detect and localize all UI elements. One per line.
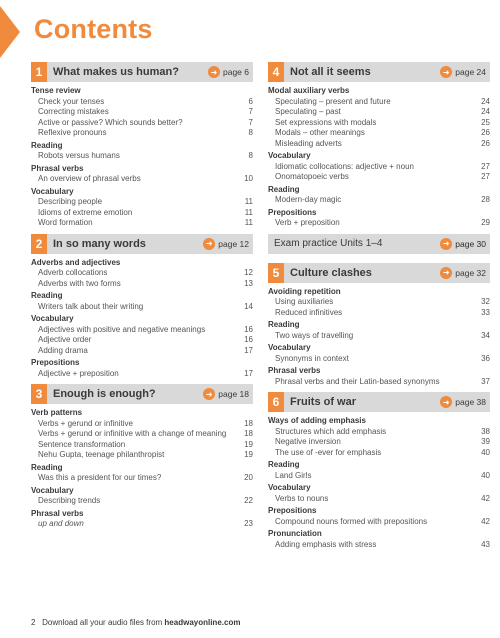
unit-header-6[interactable] bbox=[268, 392, 490, 412]
toc-entry-title: Check your tenses bbox=[38, 96, 105, 106]
toc-entry-page: 28 bbox=[481, 195, 490, 204]
toc-entry-page: 38 bbox=[481, 426, 490, 436]
toc-entry[interactable] bbox=[268, 195, 490, 206]
toc-entry-title: Writers talk about their writing bbox=[38, 301, 144, 311]
toc-entry-page: 10 bbox=[244, 174, 253, 183]
toc-entry-title: Reflexive pronouns bbox=[38, 128, 107, 137]
toc-entry-title: Describing trends bbox=[38, 496, 101, 505]
toc-entry[interactable] bbox=[268, 162, 490, 173]
unit-page-label: page 18 bbox=[218, 389, 249, 399]
unit-number: 6 bbox=[268, 392, 284, 412]
arrow-right-icon: ➜ bbox=[203, 388, 215, 400]
toc-entry[interactable] bbox=[268, 494, 490, 505]
arrow-right-icon: ➜ bbox=[440, 238, 452, 250]
page-footer bbox=[31, 618, 240, 627]
unit-header-1[interactable] bbox=[31, 62, 253, 82]
section-heading: Avoiding repetition bbox=[268, 286, 341, 296]
unit-page-link[interactable] bbox=[208, 66, 249, 78]
toc-entry[interactable] bbox=[31, 473, 253, 484]
unit-number: 3 bbox=[31, 384, 47, 404]
section-heading: Verb patterns bbox=[31, 408, 83, 417]
toc-entry-title: Verb + preposition bbox=[275, 218, 340, 227]
unit-page-label: page 38 bbox=[455, 397, 486, 407]
toc-entry[interactable] bbox=[268, 331, 490, 342]
toc-entry[interactable] bbox=[31, 118, 253, 129]
unit-title: Not all it seems bbox=[290, 66, 371, 78]
section-heading: Reading bbox=[268, 320, 300, 329]
toc-entry[interactable] bbox=[31, 440, 253, 451]
section-heading: Phrasal verbs bbox=[31, 508, 84, 518]
toc-entry[interactable] bbox=[268, 107, 490, 118]
toc-entry[interactable] bbox=[268, 218, 490, 229]
toc-entry[interactable] bbox=[31, 279, 253, 290]
toc-entry-title: Verbs to nouns bbox=[275, 493, 329, 503]
toc-entry-page: 19 bbox=[244, 439, 253, 449]
toc-entry-page: 26 bbox=[481, 128, 490, 137]
toc-entry-title: Reduced infinitives bbox=[275, 307, 343, 317]
toc-entry-title: Adjective order bbox=[38, 335, 92, 344]
right-column bbox=[268, 62, 490, 550]
toc-entry-title: The use of -ever for emphasis bbox=[275, 447, 382, 457]
section-heading: Reading bbox=[268, 460, 300, 469]
toc-entry-page: 42 bbox=[481, 493, 490, 503]
toc-entry-page: 8 bbox=[248, 128, 253, 137]
section-heading: Prepositions bbox=[268, 207, 317, 217]
toc-entry-page: 33 bbox=[481, 307, 490, 317]
toc-entry-page: 37 bbox=[481, 376, 490, 386]
unit-page-link[interactable] bbox=[440, 396, 486, 408]
toc-entry[interactable] bbox=[268, 377, 490, 388]
toc-entry[interactable] bbox=[268, 118, 490, 129]
left-column bbox=[31, 62, 253, 530]
section-heading: Vocabulary bbox=[31, 485, 74, 495]
toc-entry-title: Adverb collocations bbox=[38, 268, 108, 277]
section-heading: Vocabulary bbox=[31, 314, 74, 323]
toc-entry-page: 40 bbox=[481, 470, 490, 480]
toc-entry-title: Nehu Gupta, teenage philanthropist bbox=[38, 450, 165, 459]
unit-title: Culture clashes bbox=[290, 266, 372, 279]
section-heading: Vocabulary bbox=[268, 343, 311, 352]
unit-page-label: page 24 bbox=[455, 67, 486, 77]
toc-entry-page: 17 bbox=[244, 368, 253, 378]
unit-header-2[interactable] bbox=[31, 234, 253, 254]
toc-entry-page: 18 bbox=[244, 418, 253, 428]
unit-number: 1 bbox=[31, 62, 47, 82]
toc-entry-title: Adding emphasis with stress bbox=[275, 539, 377, 549]
toc-entry-page: 27 bbox=[481, 172, 490, 181]
toc-entry-page: 11 bbox=[244, 218, 253, 227]
toc-entry[interactable] bbox=[268, 139, 490, 150]
toc-entry-page: 40 bbox=[481, 447, 490, 457]
toc-entry-title: Sentence transformation bbox=[38, 439, 126, 449]
toc-entry-title: Using auxiliaries bbox=[275, 297, 334, 306]
toc-entry-title: Land Girls bbox=[275, 470, 312, 480]
toc-entry-title: Compound nouns formed with prepositions bbox=[275, 516, 428, 526]
toc-entry[interactable] bbox=[31, 107, 253, 118]
toc-entry-title: Word formation bbox=[38, 218, 93, 227]
toc-entry[interactable] bbox=[31, 268, 253, 279]
footer-site-link[interactable]: headwayonline.com bbox=[164, 618, 241, 627]
toc-entry-title: Onomatopoeic verbs bbox=[275, 172, 349, 181]
toc-entry-page: 13 bbox=[244, 278, 253, 288]
toc-entry-page: 32 bbox=[481, 297, 490, 306]
toc-entry-title: Synonyms in context bbox=[275, 353, 349, 363]
toc-entry-page: 25 bbox=[481, 117, 490, 127]
toc-entry[interactable] bbox=[31, 450, 253, 461]
toc-entry-page: 7 bbox=[248, 107, 253, 116]
toc-entry[interactable] bbox=[268, 354, 490, 365]
toc-entry-title: Misleading adverts bbox=[275, 138, 342, 148]
exam-page-link[interactable] bbox=[440, 238, 486, 250]
section-heading: Prepositions bbox=[31, 358, 80, 367]
toc-entry-page: 36 bbox=[481, 353, 490, 363]
section-heading: Prepositions bbox=[268, 506, 317, 515]
toc-entry[interactable] bbox=[31, 335, 253, 346]
footer-text: Download all your audio files from bbox=[42, 618, 163, 627]
unit-header-3[interactable] bbox=[31, 384, 253, 404]
toc-entry-page: 7 bbox=[248, 117, 253, 127]
toc-entry[interactable] bbox=[268, 172, 490, 183]
toc-entry-title: Modals – other meanings bbox=[275, 128, 365, 137]
unit-page-link[interactable] bbox=[203, 388, 249, 400]
toc-entry[interactable] bbox=[31, 325, 253, 336]
toc-entry-title: Was this a president for our times? bbox=[38, 473, 162, 482]
toc-entry-title: Adjectives with positive and negative meanings bbox=[38, 324, 206, 334]
section-heading: Vocabulary bbox=[268, 483, 311, 492]
unit-title: Fruits of war bbox=[290, 396, 357, 408]
toc-entry-title: Adverbs with two forms bbox=[38, 278, 121, 288]
toc-entry-title: Idioms of extreme emotion bbox=[38, 207, 133, 217]
toc-entry-page: 16 bbox=[244, 324, 253, 334]
toc-entry[interactable] bbox=[31, 151, 253, 162]
section-heading: Adverbs and adjectives bbox=[31, 257, 121, 267]
toc-entry-page: 17 bbox=[244, 345, 253, 355]
toc-entry-title: Describing people bbox=[38, 197, 103, 206]
toc-entry-title: Phrasal verbs and their Latin-based synonyms bbox=[275, 376, 440, 386]
toc-entry-title: Robots versus humans bbox=[38, 151, 120, 160]
toc-entry-page: 12 bbox=[244, 268, 253, 277]
section-heading: Phrasal verbs bbox=[268, 366, 321, 375]
toc-entry-title: Adjective + preposition bbox=[38, 368, 119, 378]
unit-title: What makes us human? bbox=[53, 66, 179, 78]
section-heading: Reading bbox=[31, 140, 63, 150]
unit-title: Enough is enough? bbox=[53, 388, 156, 400]
unit-header-4[interactable] bbox=[268, 62, 490, 82]
section-heading: Reading bbox=[31, 462, 63, 472]
toc-entry[interactable] bbox=[268, 128, 490, 139]
unit-number: 5 bbox=[268, 263, 284, 283]
arrow-right-icon: ➜ bbox=[440, 267, 452, 279]
toc-entry-title: Set expressions with modals bbox=[275, 117, 377, 127]
toc-entry[interactable] bbox=[31, 369, 253, 380]
toc-entry[interactable] bbox=[31, 128, 253, 139]
toc-entry-title: Modern-day magic bbox=[275, 195, 342, 204]
corner-triangle-decoration bbox=[0, 6, 20, 58]
unit-page-link[interactable] bbox=[203, 238, 249, 250]
unit-page-link[interactable] bbox=[440, 66, 486, 78]
toc-entry[interactable] bbox=[268, 297, 490, 308]
toc-entry[interactable] bbox=[268, 97, 490, 108]
toc-entry-page: 43 bbox=[481, 539, 490, 549]
toc-entry-page: 18 bbox=[244, 429, 253, 438]
toc-entry-page: 6 bbox=[248, 96, 253, 106]
toc-entry-page: 29 bbox=[481, 218, 490, 227]
toc-entry-page: 27 bbox=[481, 161, 490, 171]
section-heading: Pronunciation bbox=[268, 529, 322, 538]
toc-entry[interactable] bbox=[268, 517, 490, 528]
toc-entry[interactable] bbox=[268, 540, 490, 551]
toc-entry-page: 24 bbox=[481, 96, 490, 106]
arrow-right-icon: ➜ bbox=[440, 396, 452, 408]
unit-page-label: page 32 bbox=[455, 267, 486, 278]
toc-entry[interactable] bbox=[31, 218, 253, 229]
toc-entry[interactable] bbox=[268, 427, 490, 438]
unit-page-label: page 6 bbox=[223, 67, 249, 77]
toc-entry-page: 8 bbox=[248, 151, 253, 160]
toc-entry-title: Structures which add emphasis bbox=[275, 426, 387, 436]
unit-header-5[interactable] bbox=[268, 263, 490, 283]
footer-page-number: 2 bbox=[31, 618, 36, 627]
section-heading: Ways of adding emphasis bbox=[268, 416, 366, 425]
section-heading: Reading bbox=[31, 291, 63, 300]
section-heading: Modal auxiliary verbs bbox=[268, 86, 350, 95]
toc-entry-title: Two ways of travelling bbox=[275, 330, 354, 340]
toc-entry[interactable] bbox=[31, 97, 253, 108]
exam-practice-header[interactable] bbox=[268, 234, 490, 254]
section-heading: Vocabulary bbox=[268, 151, 311, 160]
toc-entry-title: up and down bbox=[38, 519, 84, 528]
unit-number: 2 bbox=[31, 234, 47, 254]
toc-entry-page: 11 bbox=[244, 197, 253, 206]
toc-entry-page: 26 bbox=[481, 138, 490, 148]
toc-entry-title: Verbs + gerund or infinitive bbox=[38, 418, 133, 428]
exam-practice-title: Exam practice Units 1–4 bbox=[274, 238, 383, 249]
toc-entry-page: 24 bbox=[481, 107, 490, 116]
toc-entry-title: Adding drama bbox=[38, 345, 88, 355]
page-title: Contents bbox=[34, 14, 153, 44]
section-heading: Reading bbox=[268, 184, 300, 194]
toc-entry-title: Correcting mistakes bbox=[38, 107, 109, 116]
toc-entry-page: 20 bbox=[244, 473, 253, 482]
toc-entry-page: 22 bbox=[244, 496, 253, 505]
toc-entry[interactable] bbox=[31, 174, 253, 185]
toc-entry-page: 23 bbox=[244, 519, 253, 528]
toc-entry[interactable] bbox=[31, 429, 253, 440]
toc-entry[interactable] bbox=[31, 197, 253, 208]
toc-entry-title: Verbs + gerund or infinitive with a change of meaning bbox=[38, 429, 227, 438]
arrow-right-icon: ➜ bbox=[440, 66, 452, 78]
arrow-right-icon: ➜ bbox=[208, 66, 220, 78]
toc-entry-page: 19 bbox=[244, 450, 253, 459]
toc-entry-page: 14 bbox=[244, 301, 253, 311]
toc-entry-title: Negative inversion bbox=[275, 437, 341, 446]
toc-entry-page: 16 bbox=[244, 335, 253, 344]
toc-entry[interactable] bbox=[268, 448, 490, 459]
toc-entry[interactable] bbox=[31, 496, 253, 507]
arrow-right-icon: ➜ bbox=[203, 238, 215, 250]
toc-entry[interactable] bbox=[31, 208, 253, 219]
toc-entry-title: Speculating – past bbox=[275, 107, 341, 116]
exam-page-label: page 30 bbox=[455, 238, 486, 249]
toc-entry-page: 34 bbox=[481, 330, 490, 340]
toc-entry[interactable] bbox=[268, 308, 490, 319]
section-heading: Vocabulary bbox=[31, 186, 74, 196]
toc-entry[interactable] bbox=[31, 419, 253, 430]
toc-entry-title: Idiomatic collocations: adjective + noun bbox=[275, 161, 414, 171]
toc-entry[interactable] bbox=[268, 437, 490, 448]
toc-entry-title: Speculating – present and future bbox=[275, 96, 391, 106]
toc-entry-page: 11 bbox=[244, 207, 253, 217]
unit-page-label: page 12 bbox=[218, 238, 249, 249]
toc-entry-title: An overview of phrasal verbs bbox=[38, 174, 141, 183]
unit-page-link[interactable] bbox=[440, 267, 486, 279]
toc-entry[interactable] bbox=[31, 346, 253, 357]
toc-entry[interactable] bbox=[268, 471, 490, 482]
toc-entry-title: Active or passive? Which sounds better? bbox=[38, 117, 183, 127]
unit-number: 4 bbox=[268, 62, 284, 82]
section-heading: Phrasal verbs bbox=[31, 163, 84, 173]
unit-title: In so many words bbox=[53, 237, 146, 250]
toc-entry-page: 42 bbox=[481, 516, 490, 526]
toc-entry[interactable] bbox=[31, 519, 253, 530]
toc-entry[interactable] bbox=[31, 302, 253, 313]
section-heading: Tense review bbox=[31, 86, 81, 95]
toc-entry-page: 39 bbox=[481, 437, 490, 446]
